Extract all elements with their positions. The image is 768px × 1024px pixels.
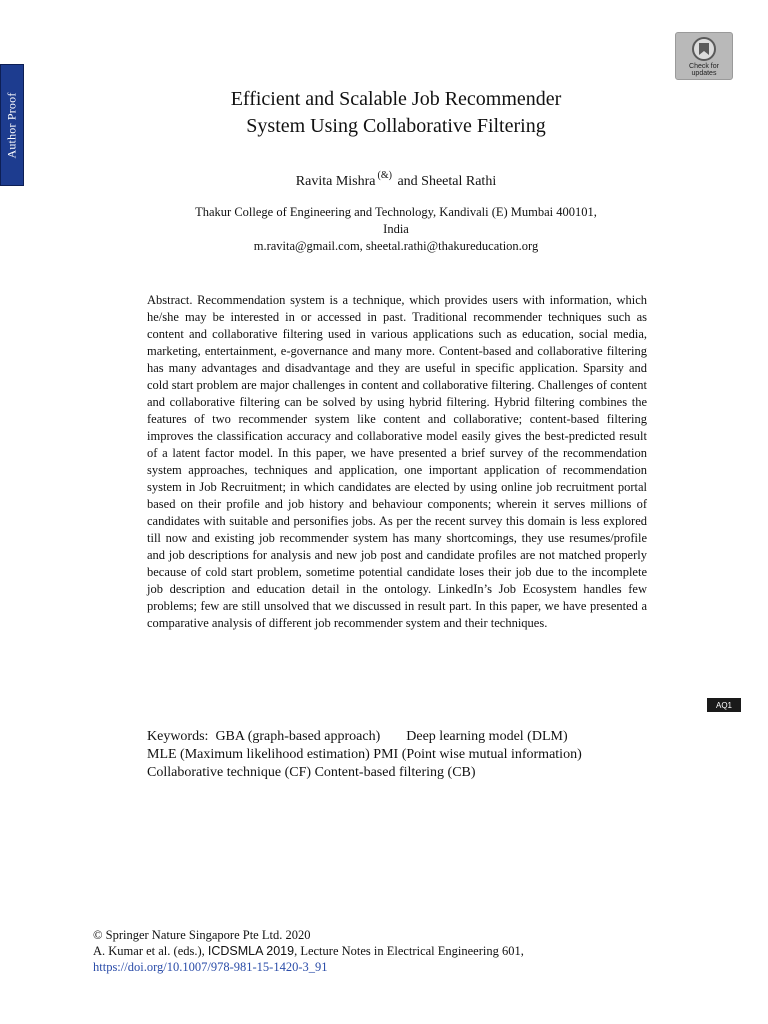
affiliation-line-2: India (383, 222, 409, 236)
publication-footer (93, 927, 653, 975)
affiliation-line-1: Thakur College of Engineering and Technology, Kandivali (E) Mumbai 400101, (195, 205, 597, 219)
keywords-line-1 (147, 728, 667, 746)
author-query-tag[interactable]: AQ1 (707, 698, 741, 712)
keywords-line-2: MLE (Maximum likelihood estimation) PMI (Point wise mutual information) (147, 747, 582, 762)
keyword-dlm: Deep learning model (DLM) (406, 729, 568, 744)
title-line-2: System Using Collaborative Filtering (246, 115, 546, 137)
keyword-gba: GBA (graph-based approach) (215, 729, 381, 744)
author-1: Ravita Mishra (295, 174, 376, 189)
check-updates-icon (691, 36, 717, 62)
author-connector: and (397, 174, 418, 189)
title-line-1: Efficient and Scalable Job Recommender (230, 88, 562, 110)
conference-name: ICDSMLA 2019 (207, 944, 295, 958)
paper-title (100, 86, 692, 140)
check-for-updates-badge[interactable] (675, 32, 733, 80)
citation-line (93, 943, 653, 959)
author-list (100, 170, 692, 190)
author-proof-tab (0, 64, 24, 186)
citation-suffix: , Lecture Notes in Electrical Engineering 601, (294, 944, 524, 958)
affiliation (100, 204, 692, 255)
corresponding-marker: (&) (377, 170, 392, 181)
check-updates-label: Check for updates (689, 63, 719, 77)
author-emails: m.ravita@gmail.com, sheetal.rathi@thakureducation.org (253, 239, 539, 253)
keywords-section (147, 728, 667, 782)
keywords-label: Keywords: (147, 729, 209, 744)
author-proof-label: Author Proof (4, 91, 19, 159)
copyright-line: © Springer Nature Singapore Pte Ltd. 2020 (93, 928, 311, 942)
abstract-text: Abstract. Recommendation system is a technique, which provides users with information, which he/she may be interested in or accessed in past. Traditional recommender techniques such as content and collaborative filtering used in various applications such as education, social media, marketing, entertainment, e-governance and many more. Content-based and collaborative filtering has many advantages and disadvantage and they are useful in specific application. Sparsity and cold start problem are major challenges in content and collaborative filtering. Challenges of content and collaborative filtering can be solved by using hybrid filtering. Hybrid filtering combines the features of two recommender system like content and collaborative; content-based filtering improves the classification accuracy and collaborative model easily gives the best-predicted result of a latent factor model. In this paper, we have presented a brief survey of the recommendation system approaches, techniques and application, one important application of recommendation system in Job Recruitment; in which candidates are elected by using online job recruitment portal based on their profile and job history and behaviour components; wherein it serves millions of candidates with suitable and personifies jobs. As per the recent survey this domain is less explored till now and existing job recommender system has many shortcomings, they use resumes/profile and job descriptions for analysis and new job post and candidate profiles are not matched properly because of cold start problem, sometime potential candidate loses their job due to the incomplete job description and education detail in the ontology. LinkedIn’s Job Ecosystem handles few problems; few are still unsolved that we discussed in result part. In this paper, we have presented a comparative analysis of different job recommender system and their techniques. (147, 293, 647, 630)
doi-link[interactable]: https://doi.org/10.1007/978-981-15-1420-3_91 (93, 960, 328, 974)
keywords-line-3: Collaborative technique (CF) Content-based filtering (CB) (147, 765, 476, 780)
citation-prefix: A. Kumar et al. (eds.), (93, 944, 208, 958)
author-2: Sheetal Rathi (421, 174, 497, 189)
